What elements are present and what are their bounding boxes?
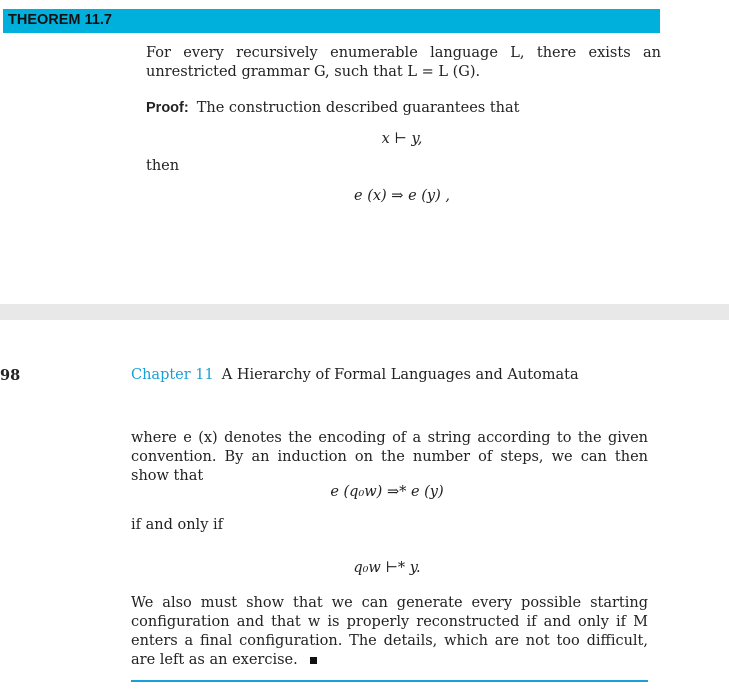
proof-label: Proof: [146,100,189,116]
math-derivation-3: e (q₀w) ⇒* e (y) [330,484,444,500]
chapter-title: A Hierarchy of Formal Languages and Automata [221,367,579,383]
math-derivation-4: q₀w ⊢* y. [353,560,421,576]
section-divider [131,680,648,682]
theorem-label: THEOREM 11.7 [8,12,112,28]
qed-icon [310,657,317,664]
math-derivation-2: e (x) ⇒ e (y) , [354,188,450,204]
conclusion-text: We also must show that we can generate every possible starting configuration and that w is properly reconstructed if and only if M enters a final configuration. The details, which are not too difficult, are left as an exercise. [131,595,648,668]
chapter-link[interactable]: Chapter 11 [131,367,214,383]
conclusion-paragraph [131,594,648,670]
proof-text: The construction described guarantees that [196,100,520,116]
iff-label: if and only if [131,517,223,533]
proof-line [146,100,519,116]
then-label: then [146,158,180,174]
theorem-banner [3,9,660,33]
page-gap [0,304,729,320]
page-number: 98 [0,367,21,384]
running-head [131,367,579,383]
math-derivation-1: x ⊢ y, [381,131,423,147]
theorem-statement: For every recursively enumerable language L, there exists an unrestricted grammar G, such that L = L (G). [146,45,661,80]
encoding-paragraph: where e (x) denotes the encoding of a string according to the given convention. By an induction on the number of steps, we can then show that [131,430,648,484]
